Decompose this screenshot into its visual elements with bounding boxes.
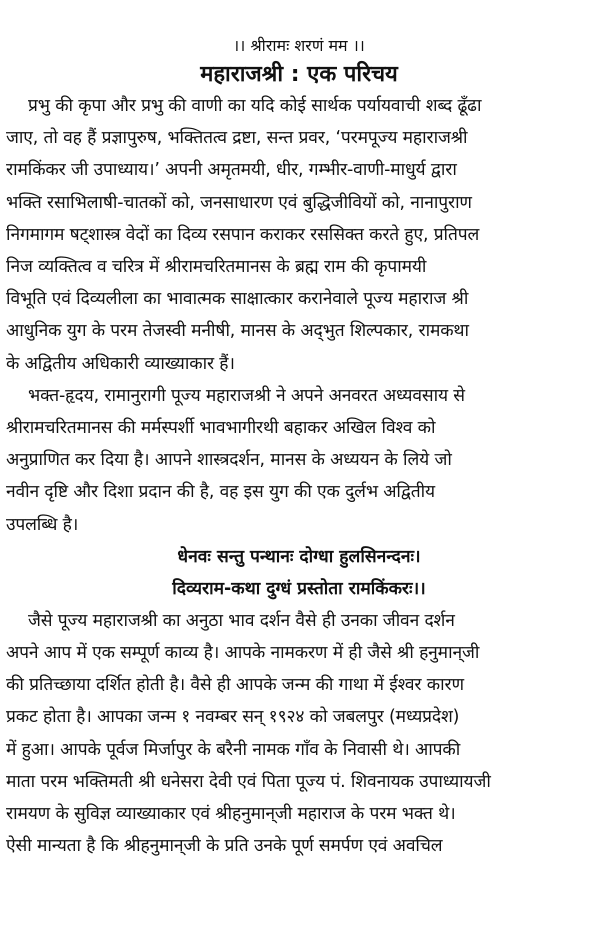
page-title: महाराजश्री : एक परिचय	[200, 62, 398, 87]
text-line: जैसे पूज्य महाराजश्री का अनुठा भाव दर्शन वैसे ही उनका जीवन दर्शन	[28, 610, 455, 631]
paragraph-3	[6, 605, 592, 863]
paragraph-2	[6, 380, 592, 541]
text-line: आधुनिक युग के परम तेजस्वी मनीषी, मानस के अद्‌भुत शिल्पकार, रामकथा	[6, 321, 469, 342]
text-line: रामयण के सुविज्ञ व्याख्याकार एवं श्रीहनुमान्‌जी महाराज के परम भक्त थे।	[6, 804, 456, 825]
text-line: निज व्यक्तित्व व चरित्र में श्रीरामचरितमानस के ब्रह्म राम की कृपामयी	[6, 257, 427, 278]
text-line: रामकिंकर जी उपाध्याय।’ अपनी अमृतमयी, धीर, गम्भीर-वाणी-माधुर्य द्वारा	[6, 160, 457, 181]
text-line: प्रभु की कृपा और प्रभु की वाणी का यदि कोई सार्थक पर्यायवाची शब्द ढूँढा	[28, 96, 482, 116]
text-line: विभूति एवं दिव्यलीला का भावात्मक साक्षात्कार करानेवाले पूज्य महाराज श्री	[6, 289, 469, 310]
text-line: जाए, तो वह हैं प्रज्ञापुरुष, भक्तितत्व द्रष्टा, सन्त प्रवर, ‘परमपूज्य महाराजश्री	[6, 128, 468, 149]
paragraph-1	[6, 90, 592, 380]
text-line: ऐसी मान्यता है कि श्रीहनुमान्‌जी के प्रति उनके पूर्ण समर्पण एवं अवचिल	[6, 836, 443, 857]
verse-line-1: धेनवः सन्तु पन्थानः दोग्धा हुलसिनन्दनः।	[177, 546, 421, 567]
verse-line-2: दिव्यराम-कथा दुग्धं प्रस्तोता रामकिंकरः।।	[172, 578, 426, 599]
text-line: माता परम भक्तिमती श्री धनेसरा देवी एवं पिता पूज्य पं. शिवनायक उपाध्यायजी	[6, 771, 491, 792]
text-line: भक्त-हृदय, रामानुरागी पूज्य महाराजश्री ने अपने अनवरत अध्यवसाय से	[28, 385, 465, 406]
text-line: में हुआ। आपके पूर्वज मिर्जापुर के बरैनी नामक गाँव के निवासी थे। आपकी	[6, 739, 461, 760]
text-line: की प्रतिच्छाया दर्शित होती है। वैसे ही आपके जन्म की गाथा में ईश्वर कारण	[6, 675, 464, 696]
text-line: अपने आप में एक सम्पूर्ण काव्य है। आपके नामकरण में ही जैसे श्री हनुमान्‌जी	[6, 643, 480, 664]
text-line: नवीन दृष्टि और दिशा प्रदान की है, वह इस युग की एक दुर्लभ अद्वितीय	[6, 482, 435, 503]
text-line: श्रीरामचरितमानस की मर्मस्पर्शी भावभागीरथी बहाकर अखिल विश्व को	[6, 418, 436, 439]
text-line: निगमागम षट्शास्त्र वेदों का दिव्य रसपान कराकर रससिक्त करते हुए, प्रतिपल	[6, 224, 480, 245]
invocation-line: ।। श्रीरामः शरणं मम ।।	[233, 36, 365, 55]
text-line: प्रकट होता है। आपका जन्म १ नवम्बर सन् १९२४ को जबलपुर (मध्यप्रदेश)	[6, 707, 460, 728]
text-line: के अद्वितीय अधिकारी व्याख्याकार हैं।	[6, 353, 235, 374]
text-line: अनुप्राणित कर दिया है। आपने शास्त्रदर्शन, मानस के अध्ययन के लिये जो	[6, 450, 452, 471]
text-line: भक्ति रसाभिलाषी-चातकों को, जनसाधारण एवं बुद्धिजीवियों को, नानापुराण	[6, 192, 472, 213]
text-line: उपलब्धि है।	[6, 514, 79, 535]
